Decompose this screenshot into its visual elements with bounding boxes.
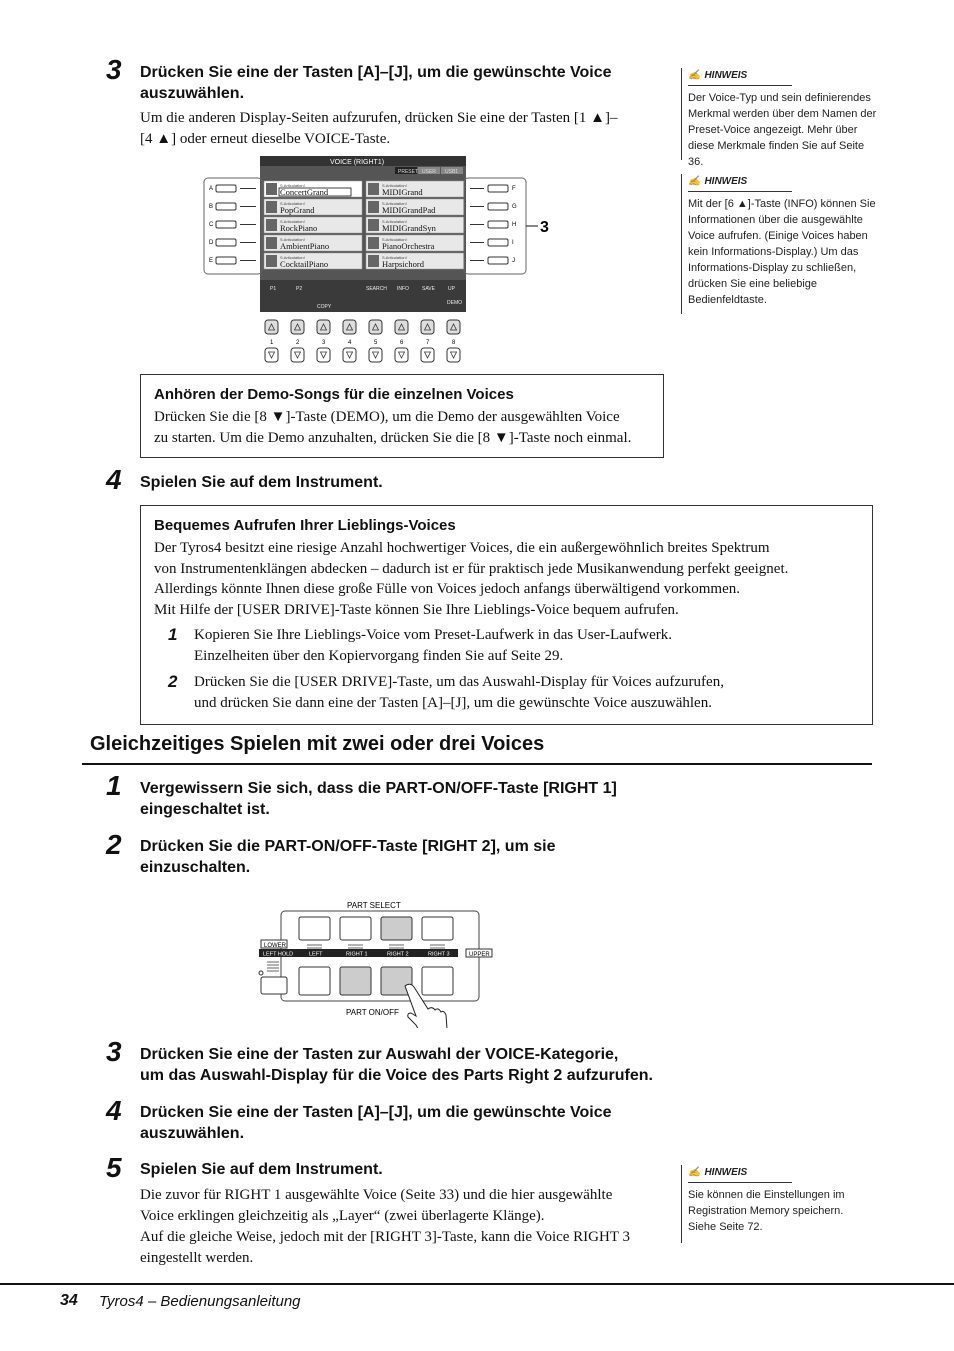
substep-number: 2 [168, 672, 178, 691]
fav-line: Allerdings könnte Ihnen diese große Fülle von Voices jedoch anfangs überwältigend vorkommen. [154, 581, 740, 597]
step-title-line: Drücken Sie eine der Tasten [A]–[J], um die gewünschte Voice [140, 1104, 612, 1121]
step-title-line: Vergewissern Sie sich, dass die PART-ON/OFF-Taste [RIGHT 1] [140, 780, 617, 797]
display-title: VOICE (RIGHT1) [330, 159, 385, 166]
side-letter-left: A [209, 186, 214, 192]
note-label: HINWEIS [704, 176, 748, 187]
fav-line: Der Tyros4 besitzt eine riesige Anzahl hochwertiger Voices, die ein außergewöhnlich breites Spektrum [154, 540, 770, 556]
note-line: Preset-Voice angezeigt. Mehr über [688, 124, 858, 136]
step-number: 2 [106, 829, 122, 860]
step-body: Um die anderen Display-Seiten aufzurufen, drücken Sie eine der Tasten [1 ▲]–[4 ▲] oder erneut dieselbe VOICE-Taste. [140, 110, 618, 147]
side-button-right [488, 221, 508, 228]
voice-cell [264, 253, 362, 269]
side-button-right [488, 185, 508, 192]
side-button-left [216, 203, 236, 210]
note-line: Siehe Seite 72. [688, 1221, 763, 1233]
note-3 [681, 1165, 878, 1243]
voice-name: PianoOrchestra [382, 241, 435, 251]
step-number: 4 [106, 1095, 122, 1126]
note-line: Informations-Display zu schließen, [688, 262, 857, 274]
pencil-icon: ✍ [688, 70, 701, 81]
fav-substep-1 [168, 625, 673, 667]
step-title-line: Drücken Sie die PART-ON/OFF-Taste [RIGHT 2], um sie [140, 838, 556, 855]
fav-box-para [154, 538, 788, 620]
number-up-button [421, 320, 434, 334]
note-1 [681, 68, 878, 168]
number-down-button [395, 348, 408, 362]
note-line: drücken Sie eine beliebige [688, 278, 818, 290]
number-down-button [421, 348, 434, 362]
voice-name: MIDIGrandPad [382, 205, 436, 215]
side-letter-left: C [209, 222, 214, 228]
bottom-save: SAVE [422, 286, 435, 292]
tab-usb1: USB1 [445, 169, 459, 175]
side-button-left [216, 239, 236, 246]
voice-cell [264, 235, 362, 251]
voice-tag: S.Articulation! [280, 201, 305, 206]
side-button-left [216, 221, 236, 228]
voice-tag: S.Articulation! [382, 183, 407, 188]
substep-line: Kopieren Sie Ihre Lieblings-Voice vom Preset-Laufwerk in das User-Laufwerk. [194, 627, 673, 643]
label-left-hold: LEFT HOLD [263, 951, 294, 958]
number-up-button [343, 320, 356, 334]
number-down-button [447, 348, 460, 362]
note-line: Informationen über die ausgewählte [688, 214, 863, 226]
label-right1: RIGHT 1 [346, 951, 368, 958]
demo-box-title: Anhören der Demo-Songs für die einzelnen Voices [154, 386, 514, 403]
substep-line: Einzelheiten über den Kopiervorgang finden Sie auf Seite 29. [194, 648, 564, 664]
voice-name: PopGrand [280, 205, 315, 215]
voice-cell [366, 235, 464, 251]
voice-cell [264, 217, 362, 233]
side-button-right [488, 239, 508, 246]
part-panel-illustration [255, 898, 500, 1028]
bottom-p2: P2 [296, 286, 303, 292]
voice-tag: S.Articulation! [280, 237, 305, 242]
part-select-label: PART SELECT [347, 901, 401, 910]
lower-label: LOWER [264, 943, 287, 949]
number-label: 6 [400, 340, 404, 346]
side-letter-right: H [512, 222, 517, 228]
voice-name: ConcertGrand [280, 187, 329, 197]
note-2 [681, 174, 878, 314]
callout-3: 3 [540, 219, 549, 236]
step-title-line: einzuschalten. [140, 859, 251, 876]
bottom-p1: P1 [270, 286, 277, 292]
step-title-line: um das Auswahl-Display für die Voice des Parts Right 2 aufzurufen. [140, 1067, 653, 1084]
demo-box-line1: Drücken Sie die [8 ▼]-Taste (DEMO), um die Demo der ausgewählten Voice [154, 409, 620, 425]
note-line: Merkmal werden über dem Namen der [688, 108, 877, 120]
side-letter-left: E [209, 258, 214, 264]
voice-name: RockPiano [280, 223, 318, 233]
page-number: 34 [60, 1292, 78, 1309]
number-label: 4 [348, 340, 352, 346]
section-title: Gleichzeitiges Spielen mit zwei oder drei Voices [90, 733, 545, 755]
fav-substep-2 [168, 672, 724, 714]
number-down-button [369, 348, 382, 362]
number-up-button [265, 320, 278, 334]
step-number: 4 [106, 464, 122, 495]
voice-tag: S.Articulation! [382, 219, 407, 224]
label-right2: RIGHT 2 [387, 951, 409, 958]
note-header [688, 1165, 792, 1183]
bottom-copy: COPY [317, 304, 332, 310]
pencil-icon: ✍ [688, 176, 701, 187]
step-number: 1 [106, 770, 122, 801]
tab-preset: PRESET [398, 169, 419, 175]
fav-line: Mit Hilfe der [USER DRIVE]-Taste können Sie Ihre Lieblings-Voice bequem aufrufen. [154, 601, 679, 618]
step-title [140, 1044, 653, 1086]
note-line: Bedienfeldtaste. [688, 294, 767, 306]
note-header [688, 174, 792, 192]
note-header [688, 68, 792, 86]
voice-tag: S.Articulation! [280, 219, 305, 224]
label-right3: RIGHT 3 [428, 951, 450, 958]
step-title: Drücken Sie eine der Tasten [A]–[J], um die gewünschte Voice auszuwählen. [140, 64, 612, 102]
step-title [140, 778, 617, 820]
side-letter-left: D [209, 240, 214, 246]
step-title-line: Drücken Sie eine der Tasten zur Auswahl der VOICE-Kategorie, [140, 1046, 619, 1063]
body-line: Die zuvor für RIGHT 1 ausgewählte Voice (Seite 33) und die hier ausgewählte [140, 1187, 613, 1203]
side-button-right [488, 257, 508, 264]
voice-name: MIDIGrand [382, 187, 423, 197]
voice-cell [264, 199, 362, 215]
body-line: Auf die gleiche Weise, jedoch mit der [RIGHT 3]-Taste, kann die Voice RIGHT 3 [140, 1229, 630, 1245]
step-title: Spielen Sie auf dem Instrument. [140, 474, 383, 491]
number-down-button [291, 348, 304, 362]
note-line: Sie können die Einstellungen im [688, 1189, 845, 1201]
note-label: HINWEIS [704, 70, 748, 81]
number-down-button [343, 348, 356, 362]
voice-name: Harpsichord [382, 259, 425, 269]
footer-rule [0, 1283, 954, 1285]
step-title: Spielen Sie auf dem Instrument. [140, 1161, 383, 1178]
voice-tag: S.Articulation! [280, 255, 305, 260]
body-line: Voice erklingen gleichzeitig als „Layer“ (zwei überlagerte Klänge). [140, 1208, 545, 1224]
voice-name: CocktailPiano [280, 259, 329, 269]
side-letter-right: G [512, 204, 517, 210]
note-line: diese Merkmale finden Sie auf Seite 36. [688, 140, 865, 168]
footer-title: Tyros4 – Bedienungsanleitung [99, 1293, 301, 1310]
pencil-icon: ✍ [688, 1167, 701, 1178]
note-line: Voice aufrufen. (Einige Voices haben [688, 230, 868, 242]
voice-cell [366, 181, 464, 197]
favorites-box [140, 505, 873, 725]
side-letter-right: J [512, 258, 515, 264]
bottom-demo: DEMO [447, 300, 462, 306]
number-down-button [265, 348, 278, 362]
number-up-button [317, 320, 330, 334]
body-line: eingestellt werden. [140, 1250, 254, 1266]
demo-box-line2: zu starten. Um die Demo anzuhalten, drücken Sie die [8 ▼]-Taste noch einmal. [154, 430, 632, 446]
side-letter-right: F [512, 186, 516, 192]
side-button-left [216, 257, 236, 264]
note-line: kein Informations-Display.) Um das [688, 246, 859, 258]
side-letter-right: I [512, 240, 514, 246]
section-rule [82, 763, 872, 765]
note-line: Der Voice-Typ und sein definierendes [688, 92, 871, 104]
number-label: 7 [426, 340, 430, 346]
part-onoff-label: PART ON/OFF [346, 1008, 399, 1017]
note-label: HINWEIS [704, 1167, 748, 1178]
voice-cell [264, 181, 362, 197]
voice-tag: S.Articulation! [280, 183, 305, 188]
label-left: LEFT [309, 951, 323, 958]
step-title-line: auszuwählen. [140, 1125, 245, 1142]
step-title [140, 1102, 612, 1144]
bottom-search: SEARCH [366, 286, 387, 292]
step-title [140, 836, 555, 878]
note-line: Registration Memory speichern. [688, 1205, 844, 1217]
tab-user: USER [422, 169, 436, 175]
number-label: 5 [374, 340, 378, 346]
substep-line: Drücken Sie die [USER DRIVE]-Taste, um das Auswahl-Display für Voices aufzurufen, [194, 674, 724, 690]
number-label: 3 [322, 340, 326, 346]
step-number: 5 [106, 1152, 122, 1183]
number-up-button [447, 320, 460, 334]
demo-info-box [140, 374, 664, 458]
step-title-line: eingeschaltet ist. [140, 801, 270, 818]
voice-cell [366, 253, 464, 269]
voice-name: AmbientPiano [280, 241, 330, 251]
voice-tag: S.Articulation! [382, 201, 407, 206]
note-line: Mit der [6 ▲]-Taste (INFO) können Sie [688, 198, 876, 210]
side-button-right [488, 203, 508, 210]
bottom-up: UP [448, 286, 455, 292]
voice-display-illustration [200, 152, 560, 368]
upper-label: UPPER [469, 952, 490, 958]
voice-cell [366, 217, 464, 233]
side-button-left [216, 185, 236, 192]
number-label: 2 [296, 340, 300, 346]
number-label: 8 [452, 340, 456, 346]
step-number: 3 [106, 54, 122, 85]
side-letter-left: B [209, 204, 214, 210]
number-up-button [369, 320, 382, 334]
voice-name: MIDIGrandSyn [382, 223, 436, 233]
bottom-info: INFO [397, 286, 409, 292]
number-up-button [395, 320, 408, 334]
number-up-button [291, 320, 304, 334]
number-label: 1 [270, 340, 274, 346]
fav-box-title: Bequemes Aufrufen Ihrer Lieblings-Voices [154, 517, 456, 534]
substep-number: 1 [168, 625, 178, 644]
step-number: 3 [106, 1036, 122, 1067]
substep-line: und drücken Sie dann eine der Tasten [A]–[J], um die gewünschte Voice auszuwählen. [194, 695, 712, 711]
voice-tag: S.Articulation! [382, 237, 407, 242]
fav-line: von Instrumentenklängen abdecken – dadurch ist er für praktisch jede Musikanwendung perfekt geeignet. [154, 560, 789, 577]
voice-tag: S.Articulation! [382, 255, 407, 260]
voice-cell [366, 199, 464, 215]
number-down-button [317, 348, 330, 362]
step-body [140, 1185, 630, 1269]
